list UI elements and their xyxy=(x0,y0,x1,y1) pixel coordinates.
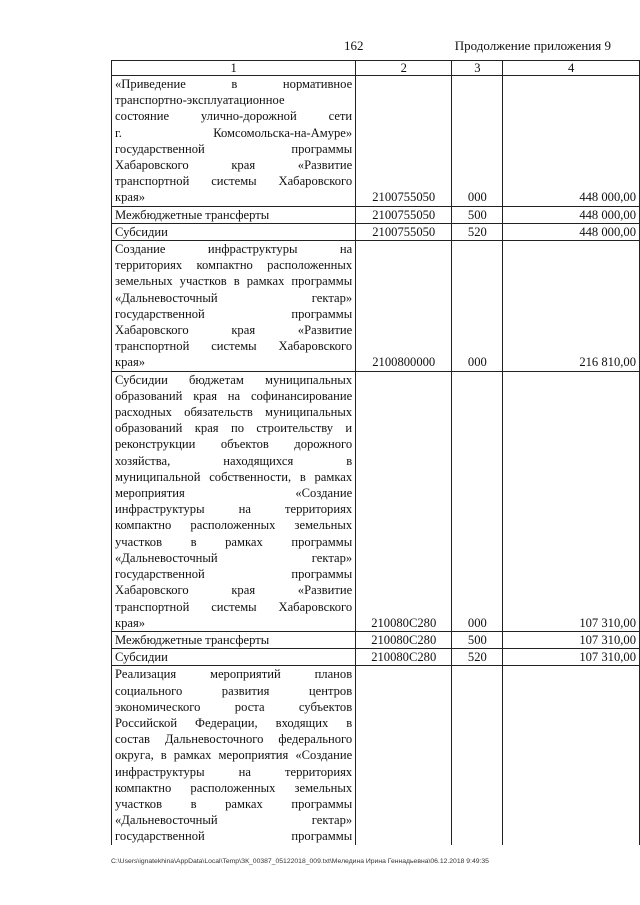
description-line: «Дальневосточный гектар» xyxy=(115,813,353,828)
row-description xyxy=(112,206,356,223)
row-code: 2100800000 xyxy=(356,241,452,372)
row-amount: 448 000,00 xyxy=(503,223,640,240)
description-line: «Дальневосточный гектар» xyxy=(115,290,353,305)
table-row xyxy=(112,241,640,372)
column-header-4: 4 xyxy=(503,61,640,76)
row-description xyxy=(112,631,356,648)
row-type: 000 xyxy=(452,241,503,372)
description-line: Субсидии бюджетам муниципальных xyxy=(115,372,353,387)
table-row xyxy=(112,76,640,207)
table-row xyxy=(112,631,640,648)
description-line: образований края по строительству и xyxy=(115,421,353,436)
row-type: 500 xyxy=(452,206,503,223)
description-line: состояние улично-дорожной сети xyxy=(115,109,353,124)
description-line: государственной программы xyxy=(115,829,353,844)
description-line: государственной программы xyxy=(115,306,353,321)
row-amount: 448 000,00 xyxy=(503,76,640,207)
description-line: Субсидии xyxy=(115,650,168,665)
table-row xyxy=(112,371,640,631)
row-description xyxy=(112,666,356,845)
description-line: «Приведение в нормативное xyxy=(115,77,353,91)
row-description xyxy=(112,649,356,666)
table-row xyxy=(112,666,640,845)
row-code: 2100755050 xyxy=(356,76,452,207)
description-line: инфраструктуры на территориях xyxy=(115,764,353,779)
description-line: образований края на софинансирование xyxy=(115,388,353,403)
row-code: 210080С280 xyxy=(356,631,452,648)
row-type xyxy=(452,666,503,845)
description-line: Создание инфраструктуры на xyxy=(115,242,353,257)
description-line: состав Дальневосточного федерального xyxy=(115,732,353,747)
row-type: 520 xyxy=(452,223,503,240)
row-code: 210080С280 xyxy=(356,371,452,631)
table-row xyxy=(112,206,640,223)
description-line: транспортной системы Хабаровского xyxy=(115,599,353,614)
description-line: г. Комсомольска-на-Амуре» xyxy=(115,125,353,140)
description-line: земельных участков в рамках программы xyxy=(115,274,353,289)
description-line: территориях компактно расположенных xyxy=(115,258,353,273)
description-line: участков в рамках программы xyxy=(115,796,353,811)
row-code xyxy=(356,666,452,845)
row-code: 2100755050 xyxy=(356,206,452,223)
row-amount: 107 310,00 xyxy=(503,631,640,648)
row-amount: 448 000,00 xyxy=(503,206,640,223)
description-line: социального развития центров xyxy=(115,683,353,698)
page-number: 162 xyxy=(344,38,364,53)
description-line: компактно расположенных земельных xyxy=(115,780,353,795)
description-line: Хабаровского края «Развитие xyxy=(115,323,353,338)
description-line: государственной программы xyxy=(115,567,353,582)
column-header-1: 1 xyxy=(112,61,356,76)
description-line: мероприятия «Создание xyxy=(115,486,353,501)
column-header-3: 3 xyxy=(452,61,503,76)
row-type: 500 xyxy=(452,631,503,648)
description-line: Хабаровского края «Развитие xyxy=(115,583,353,598)
footer-file-path: C:\Users\ignatekhina\AppData\Local\Temp\ЗК_00387_05122018_009.txt\Меледина Ирина Геннадьевна\06.12.2018 9:49:35 xyxy=(111,858,489,865)
row-description xyxy=(112,76,356,207)
description-line: инфраструктуры на территориях xyxy=(115,502,353,517)
description-line: транспортно-эксплуатационное xyxy=(115,93,285,108)
description-line: реконструкции объектов дорожного xyxy=(115,437,353,452)
description-line: «Дальневосточный гектар» xyxy=(115,550,353,565)
row-type: 000 xyxy=(452,371,503,631)
description-line: Российской Федерации, входящих в xyxy=(115,715,353,730)
description-line: края» xyxy=(115,355,146,370)
row-description xyxy=(112,371,356,631)
row-amount: 107 310,00 xyxy=(503,371,640,631)
description-line: края» xyxy=(115,190,146,205)
table-row xyxy=(112,649,640,666)
row-amount xyxy=(503,666,640,845)
row-type: 520 xyxy=(452,649,503,666)
budget-table xyxy=(111,60,640,845)
row-amount: 107 310,00 xyxy=(503,649,640,666)
description-line: муниципальной собственности, в рамках xyxy=(115,469,353,484)
description-line: компактно расположенных земельных xyxy=(115,518,353,533)
description-line: Межбюджетные трансферты xyxy=(115,207,270,222)
row-description xyxy=(112,241,356,372)
description-line: Межбюджетные трансферты xyxy=(115,632,270,647)
row-type: 000 xyxy=(452,76,503,207)
description-line: транспортной системы Хабаровского xyxy=(115,174,353,189)
row-code: 210080С280 xyxy=(356,649,452,666)
row-amount: 216 810,00 xyxy=(503,241,640,372)
description-line: участков в рамках программы xyxy=(115,534,353,549)
table-row xyxy=(112,223,640,240)
description-line: Хабаровского края «Развитие xyxy=(115,158,353,173)
appendix-continuation: Продолжение приложения 9 xyxy=(454,38,611,53)
column-header-2: 2 xyxy=(356,61,452,76)
description-line: транспортной системы Хабаровского xyxy=(115,339,353,354)
description-line: экономического роста субъектов xyxy=(115,699,353,714)
row-description xyxy=(112,223,356,240)
table-header-row xyxy=(112,61,640,76)
description-line: Реализация мероприятий планов xyxy=(115,667,353,682)
description-line: государственной программы xyxy=(115,141,353,156)
description-line: расходных обязательств муниципальных xyxy=(115,405,353,420)
description-line: Субсидии xyxy=(115,224,168,239)
description-line: хозяйства, находящихся в xyxy=(115,453,353,468)
row-code: 2100755050 xyxy=(356,223,452,240)
description-line: края» xyxy=(115,615,146,630)
description-line: округа, в рамках мероприятия «Создание xyxy=(115,748,353,763)
